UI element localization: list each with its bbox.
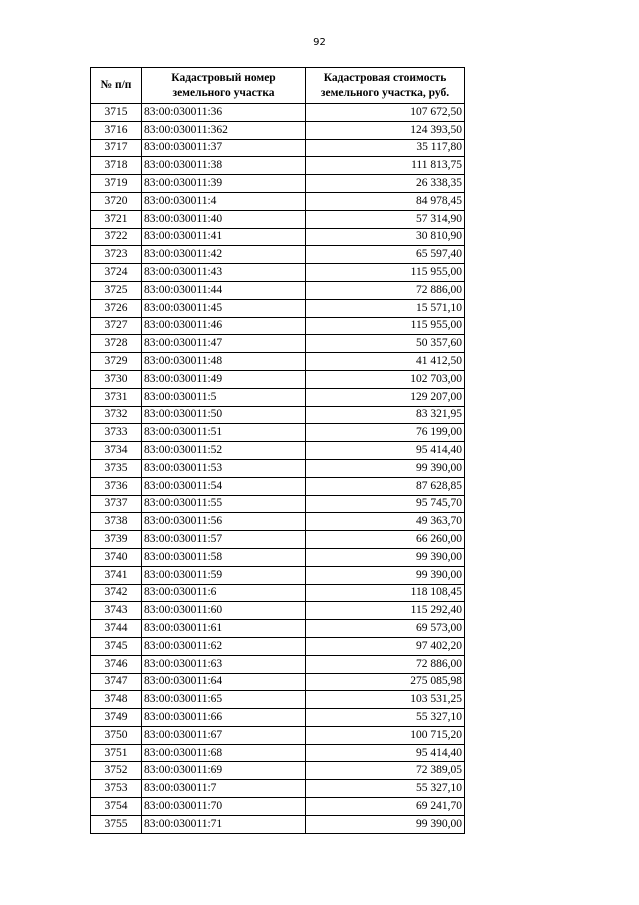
row-number-cell: 3750 bbox=[91, 726, 142, 744]
cadastral-value-cell: 69 241,70 bbox=[306, 798, 465, 816]
row-number-cell: 3739 bbox=[91, 531, 142, 549]
row-number-cell: 3722 bbox=[91, 228, 142, 246]
cadastral-value-cell: 87 628,85 bbox=[306, 477, 465, 495]
cadastral-value-cell: 57 314,90 bbox=[306, 210, 465, 228]
cadastral-number-cell: 83:00:030011:7 bbox=[142, 780, 306, 798]
cadastral-number-cell: 83:00:030011:38 bbox=[142, 157, 306, 175]
cadastral-value-table bbox=[90, 67, 465, 834]
cadastral-number-cell: 83:00:030011:71 bbox=[142, 815, 306, 833]
row-number-cell: 3741 bbox=[91, 566, 142, 584]
cadastral-number-cell: 83:00:030011:61 bbox=[142, 620, 306, 638]
table-body bbox=[91, 104, 465, 834]
cadastral-number-cell: 83:00:030011:57 bbox=[142, 531, 306, 549]
cadastral-number-cell: 83:00:030011:50 bbox=[142, 406, 306, 424]
cadastral-number-cell: 83:00:030011:59 bbox=[142, 566, 306, 584]
cadastral-value-cell: 65 597,40 bbox=[306, 246, 465, 264]
table-row bbox=[91, 246, 465, 264]
row-number-cell: 3736 bbox=[91, 477, 142, 495]
cadastral-number-cell: 83:00:030011:36 bbox=[142, 104, 306, 122]
table-row bbox=[91, 780, 465, 798]
cadastral-value-cell: 115 955,00 bbox=[306, 264, 465, 282]
row-number-cell: 3723 bbox=[91, 246, 142, 264]
cadastral-value-cell: 72 389,05 bbox=[306, 762, 465, 780]
cadastral-number-cell: 83:00:030011:58 bbox=[142, 548, 306, 566]
cadastral-value-cell: 115 292,40 bbox=[306, 602, 465, 620]
cadastral-number-cell: 83:00:030011:39 bbox=[142, 175, 306, 193]
cadastral-value-cell: 76 199,00 bbox=[306, 424, 465, 442]
row-number-cell: 3742 bbox=[91, 584, 142, 602]
cadastral-number-cell: 83:00:030011:45 bbox=[142, 299, 306, 317]
table-row bbox=[91, 281, 465, 299]
table-row bbox=[91, 691, 465, 709]
cadastral-value-cell: 69 573,00 bbox=[306, 620, 465, 638]
cadastral-value-cell: 100 715,20 bbox=[306, 726, 465, 744]
table-row bbox=[91, 353, 465, 371]
cadastral-number-cell: 83:00:030011:4 bbox=[142, 192, 306, 210]
table-row bbox=[91, 121, 465, 139]
row-number-cell: 3719 bbox=[91, 175, 142, 193]
cadastral-value-cell: 84 978,45 bbox=[306, 192, 465, 210]
cadastral-value-cell: 95 414,40 bbox=[306, 744, 465, 762]
table-row bbox=[91, 210, 465, 228]
table-row bbox=[91, 798, 465, 816]
table-row bbox=[91, 477, 465, 495]
table-row bbox=[91, 548, 465, 566]
table-row bbox=[91, 459, 465, 477]
cadastral-number-cell: 83:00:030011:46 bbox=[142, 317, 306, 335]
row-number-cell: 3727 bbox=[91, 317, 142, 335]
table-row bbox=[91, 299, 465, 317]
cadastral-number-cell: 83:00:030011:48 bbox=[142, 353, 306, 371]
row-number-cell: 3728 bbox=[91, 335, 142, 353]
table-row bbox=[91, 620, 465, 638]
table-row bbox=[91, 335, 465, 353]
cadastral-number-cell: 83:00:030011:55 bbox=[142, 495, 306, 513]
cadastral-value-cell: 15 571,10 bbox=[306, 299, 465, 317]
row-number-cell: 3725 bbox=[91, 281, 142, 299]
cadastral-number-cell: 83:00:030011:69 bbox=[142, 762, 306, 780]
row-number-cell: 3738 bbox=[91, 513, 142, 531]
cadastral-number-cell: 83:00:030011:70 bbox=[142, 798, 306, 816]
row-number-cell: 3745 bbox=[91, 637, 142, 655]
cadastral-value-cell: 107 672,50 bbox=[306, 104, 465, 122]
cadastral-number-cell: 83:00:030011:65 bbox=[142, 691, 306, 709]
cadastral-number-cell: 83:00:030011:53 bbox=[142, 459, 306, 477]
table-row bbox=[91, 531, 465, 549]
row-number-cell: 3754 bbox=[91, 798, 142, 816]
cadastral-value-cell: 26 338,35 bbox=[306, 175, 465, 193]
row-number-cell: 3746 bbox=[91, 655, 142, 673]
row-number-cell: 3717 bbox=[91, 139, 142, 157]
cadastral-number-cell: 83:00:030011:49 bbox=[142, 370, 306, 388]
cadastral-value-cell: 103 531,25 bbox=[306, 691, 465, 709]
cadastral-value-cell: 99 390,00 bbox=[306, 459, 465, 477]
table-row bbox=[91, 744, 465, 762]
table-row bbox=[91, 673, 465, 691]
row-number-cell: 3735 bbox=[91, 459, 142, 477]
table-row bbox=[91, 602, 465, 620]
cadastral-number-cell: 83:00:030011:40 bbox=[142, 210, 306, 228]
table-row bbox=[91, 762, 465, 780]
cadastral-number-cell: 83:00:030011:47 bbox=[142, 335, 306, 353]
table-row bbox=[91, 726, 465, 744]
table-row bbox=[91, 513, 465, 531]
row-number-cell: 3720 bbox=[91, 192, 142, 210]
row-number-cell: 3744 bbox=[91, 620, 142, 638]
table-row bbox=[91, 388, 465, 406]
row-number-cell: 3755 bbox=[91, 815, 142, 833]
cadastral-number-cell: 83:00:030011:41 bbox=[142, 228, 306, 246]
cadastral-value-cell: 95 414,40 bbox=[306, 442, 465, 460]
row-number-cell: 3733 bbox=[91, 424, 142, 442]
row-number-cell: 3748 bbox=[91, 691, 142, 709]
cadastral-value-cell: 49 363,70 bbox=[306, 513, 465, 531]
cadastral-value-cell: 102 703,00 bbox=[306, 370, 465, 388]
cadastral-value-cell: 275 085,98 bbox=[306, 673, 465, 691]
cadastral-number-cell: 83:00:030011:62 bbox=[142, 637, 306, 655]
table-row bbox=[91, 495, 465, 513]
page-number: 92 bbox=[313, 37, 326, 48]
row-number-cell: 3721 bbox=[91, 210, 142, 228]
cadastral-number-cell: 83:00:030011:44 bbox=[142, 281, 306, 299]
cadastral-value-cell: 50 357,60 bbox=[306, 335, 465, 353]
cadastral-number-cell: 83:00:030011:63 bbox=[142, 655, 306, 673]
cadastral-value-cell: 99 390,00 bbox=[306, 815, 465, 833]
cadastral-number-cell: 83:00:030011:52 bbox=[142, 442, 306, 460]
row-number-cell: 3729 bbox=[91, 353, 142, 371]
table-row bbox=[91, 815, 465, 833]
cadastral-value-cell: 55 327,10 bbox=[306, 780, 465, 798]
cadastral-number-cell: 83:00:030011:5 bbox=[142, 388, 306, 406]
cadastral-value-cell: 124 393,50 bbox=[306, 121, 465, 139]
cadastral-value-cell: 115 955,00 bbox=[306, 317, 465, 335]
cadastral-value-cell: 30 810,90 bbox=[306, 228, 465, 246]
table-row bbox=[91, 442, 465, 460]
cadastral-value-cell: 99 390,00 bbox=[306, 566, 465, 584]
row-number-cell: 3732 bbox=[91, 406, 142, 424]
cadastral-number-cell: 83:00:030011:51 bbox=[142, 424, 306, 442]
table-row bbox=[91, 406, 465, 424]
cadastral-value-cell: 35 117,80 bbox=[306, 139, 465, 157]
table-row bbox=[91, 709, 465, 727]
row-number-cell: 3751 bbox=[91, 744, 142, 762]
cadastral-value-cell: 72 886,00 bbox=[306, 655, 465, 673]
cadastral-number-cell: 83:00:030011:56 bbox=[142, 513, 306, 531]
cadastral-number-cell: 83:00:030011:64 bbox=[142, 673, 306, 691]
row-number-cell: 3730 bbox=[91, 370, 142, 388]
table-row bbox=[91, 424, 465, 442]
cadastral-number-cell: 83:00:030011:362 bbox=[142, 121, 306, 139]
cadastral-value-cell: 99 390,00 bbox=[306, 548, 465, 566]
row-number-cell: 3749 bbox=[91, 709, 142, 727]
row-number-cell: 3718 bbox=[91, 157, 142, 175]
header-cadastral-number: Кадастровый номер земельного участка bbox=[142, 68, 306, 104]
cadastral-number-cell: 83:00:030011:43 bbox=[142, 264, 306, 282]
cadastral-number-cell: 83:00:030011:37 bbox=[142, 139, 306, 157]
cadastral-value-cell: 129 207,00 bbox=[306, 388, 465, 406]
cadastral-value-cell: 118 108,45 bbox=[306, 584, 465, 602]
table-row bbox=[91, 192, 465, 210]
table-row bbox=[91, 584, 465, 602]
table-row bbox=[91, 264, 465, 282]
cadastral-number-cell: 83:00:030011:6 bbox=[142, 584, 306, 602]
table-row bbox=[91, 139, 465, 157]
table-row bbox=[91, 566, 465, 584]
row-number-cell: 3724 bbox=[91, 264, 142, 282]
row-number-cell: 3726 bbox=[91, 299, 142, 317]
header-num: № п/п bbox=[91, 68, 142, 104]
cadastral-value-cell: 95 745,70 bbox=[306, 495, 465, 513]
cadastral-value-cell: 111 813,75 bbox=[306, 157, 465, 175]
cadastral-value-cell: 97 402,20 bbox=[306, 637, 465, 655]
cadastral-value-cell: 83 321,95 bbox=[306, 406, 465, 424]
cadastral-number-cell: 83:00:030011:60 bbox=[142, 602, 306, 620]
table-row bbox=[91, 370, 465, 388]
cadastral-value-cell: 41 412,50 bbox=[306, 353, 465, 371]
table-row bbox=[91, 637, 465, 655]
row-number-cell: 3731 bbox=[91, 388, 142, 406]
row-number-cell: 3734 bbox=[91, 442, 142, 460]
row-number-cell: 3737 bbox=[91, 495, 142, 513]
table-row bbox=[91, 317, 465, 335]
row-number-cell: 3747 bbox=[91, 673, 142, 691]
table-row bbox=[91, 175, 465, 193]
table-row bbox=[91, 104, 465, 122]
table-row bbox=[91, 157, 465, 175]
cadastral-number-cell: 83:00:030011:42 bbox=[142, 246, 306, 264]
row-number-cell: 3740 bbox=[91, 548, 142, 566]
cadastral-value-cell: 55 327,10 bbox=[306, 709, 465, 727]
cadastral-number-cell: 83:00:030011:54 bbox=[142, 477, 306, 495]
cadastral-number-cell: 83:00:030011:67 bbox=[142, 726, 306, 744]
row-number-cell: 3743 bbox=[91, 602, 142, 620]
cadastral-value-cell: 72 886,00 bbox=[306, 281, 465, 299]
table-header-row bbox=[91, 68, 465, 104]
row-number-cell: 3716 bbox=[91, 121, 142, 139]
row-number-cell: 3752 bbox=[91, 762, 142, 780]
table-row bbox=[91, 655, 465, 673]
table-row bbox=[91, 228, 465, 246]
cadastral-number-cell: 83:00:030011:68 bbox=[142, 744, 306, 762]
row-number-cell: 3715 bbox=[91, 104, 142, 122]
header-cadastral-value: Кадастровая стоимость земельного участка, руб. bbox=[306, 68, 465, 104]
row-number-cell: 3753 bbox=[91, 780, 142, 798]
cadastral-value-cell: 66 260,00 bbox=[306, 531, 465, 549]
cadastral-number-cell: 83:00:030011:66 bbox=[142, 709, 306, 727]
